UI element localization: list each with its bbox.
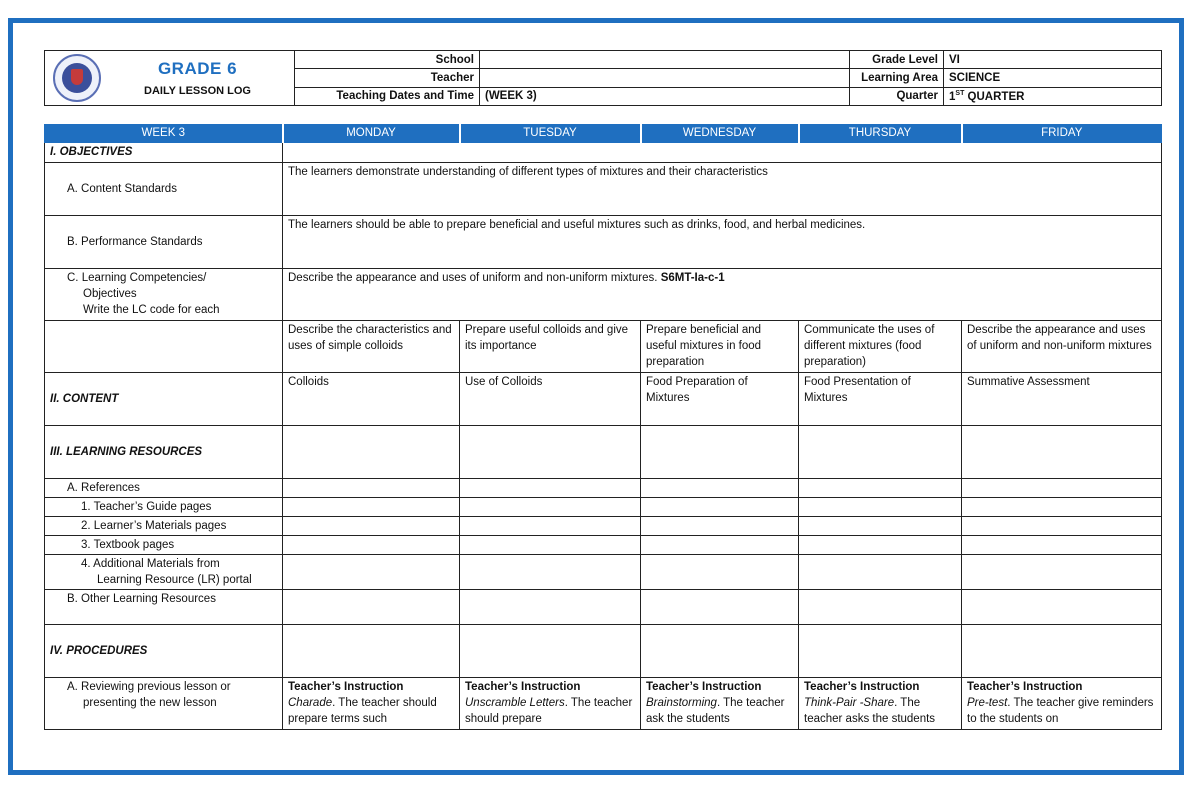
procedure-monday: Teacher’s Instruction Charade. The teacher should prepare terms such — [283, 678, 460, 730]
dates-field[interactable]: (WEEK 3) — [480, 87, 850, 105]
lc-code: S6MT-Ia-c-1 — [660, 272, 725, 284]
content-heading: II. CONTENT — [45, 373, 283, 426]
lesson-log-table — [44, 124, 1162, 730]
resources-heading: III. LEARNING RESOURCES — [45, 426, 283, 479]
procedure-thursday: Teacher’s Instruction Think-Pair -Share. The teacher asks the students — [799, 678, 962, 730]
objective-thursday: Communicate the uses of different mixtures (food preparation) — [799, 321, 962, 373]
competencies-label: C. Learning Competencies/ Objectives Write the LC code for each — [45, 269, 283, 321]
objective-tuesday: Prepare useful colloids and give its importance — [460, 321, 641, 373]
col-header-friday: FRIDAY — [962, 125, 1162, 143]
col-header-monday: MONDAY — [283, 125, 460, 143]
content-monday: Colloids — [283, 373, 460, 426]
content-tuesday: Use of Colloids — [460, 373, 641, 426]
objective-wednesday: Prepare beneficial and useful mixtures in food preparation — [641, 321, 799, 373]
content-standards-text: The learners demonstrate understanding of different types of mixtures and their characteristics — [283, 163, 1162, 216]
procedures-heading: IV. PROCEDURES — [45, 625, 283, 678]
logo-cell — [45, 51, 295, 106]
content-friday: Summative Assessment — [962, 373, 1162, 426]
daily-objectives-label — [45, 321, 283, 373]
teacher-label: Teacher — [295, 69, 480, 87]
col-header-tuesday: TUESDAY — [460, 125, 641, 143]
teachers-guide-label: 1. Teacher’s Guide pages — [45, 498, 283, 517]
competencies-text: Describe the appearance and uses of uniform and non-uniform mixtures. S6MT-Ia-c-1 — [283, 269, 1162, 321]
learners-materials-label: 2. Learner’s Materials pages — [45, 517, 283, 536]
learning-area-value[interactable]: SCIENCE — [944, 69, 1162, 87]
objectives-heading: I. OBJECTIVES — [45, 143, 283, 163]
col-header-thursday: THURSDAY — [799, 125, 962, 143]
dates-label: Teaching Dates and Time — [295, 87, 480, 105]
objectives-blank — [283, 143, 1162, 163]
quarter-label: Quarter — [850, 87, 944, 105]
other-resources-label: B. Other Learning Resources — [45, 590, 283, 625]
content-thursday: Food Presentation of Mixtures — [799, 373, 962, 426]
learning-area-label: Learning Area — [850, 69, 944, 87]
review-lesson-label: A. Reviewing previous lesson or presenting the new lesson — [45, 678, 283, 730]
page-border — [8, 18, 1184, 775]
procedure-tuesday: Teacher’s Instruction Unscramble Letters. The teacher should prepare — [460, 678, 641, 730]
grade-level-value[interactable]: VI — [944, 51, 1162, 69]
objective-monday: Describe the characteristics and uses of simple colloids — [283, 321, 460, 373]
textbook-label: 3. Textbook pages — [45, 536, 283, 555]
procedure-wednesday: Teacher’s Instruction Brainstorming. The teacher ask the students — [641, 678, 799, 730]
objective-friday: Describe the appearance and uses of uniform and non-uniform mixtures — [962, 321, 1162, 373]
procedure-friday: Teacher’s Instruction Pre-test. The teacher give reminders to the students on — [962, 678, 1162, 730]
content-standards-label: A. Content Standards — [45, 163, 283, 216]
log-title: DAILY LESSON LOG — [144, 85, 251, 97]
school-field[interactable] — [480, 51, 850, 69]
column-header-row — [45, 125, 1162, 143]
grade-level-label: Grade Level — [850, 51, 944, 69]
references-label: A. References — [45, 479, 283, 498]
content-wednesday: Food Preparation of Mixtures — [641, 373, 799, 426]
performance-standards-label: B. Performance Standards — [45, 216, 283, 269]
quarter-value[interactable]: 1ST QUARTER — [944, 87, 1162, 105]
col-header-week: WEEK 3 — [45, 125, 283, 143]
school-label: School — [295, 51, 480, 69]
additional-materials-label: 4. Additional Materials from Learning Resource (LR) portal — [45, 555, 283, 590]
teacher-field[interactable] — [480, 69, 850, 87]
performance-standards-text: The learners should be able to prepare beneficial and useful mixtures such as drinks, food, and herbal medicines. — [283, 216, 1162, 269]
deped-seal-icon — [53, 54, 101, 102]
grade-title: GRADE 6 — [157, 59, 238, 78]
header-table — [44, 50, 1162, 106]
col-header-wednesday: WEDNESDAY — [641, 125, 799, 143]
